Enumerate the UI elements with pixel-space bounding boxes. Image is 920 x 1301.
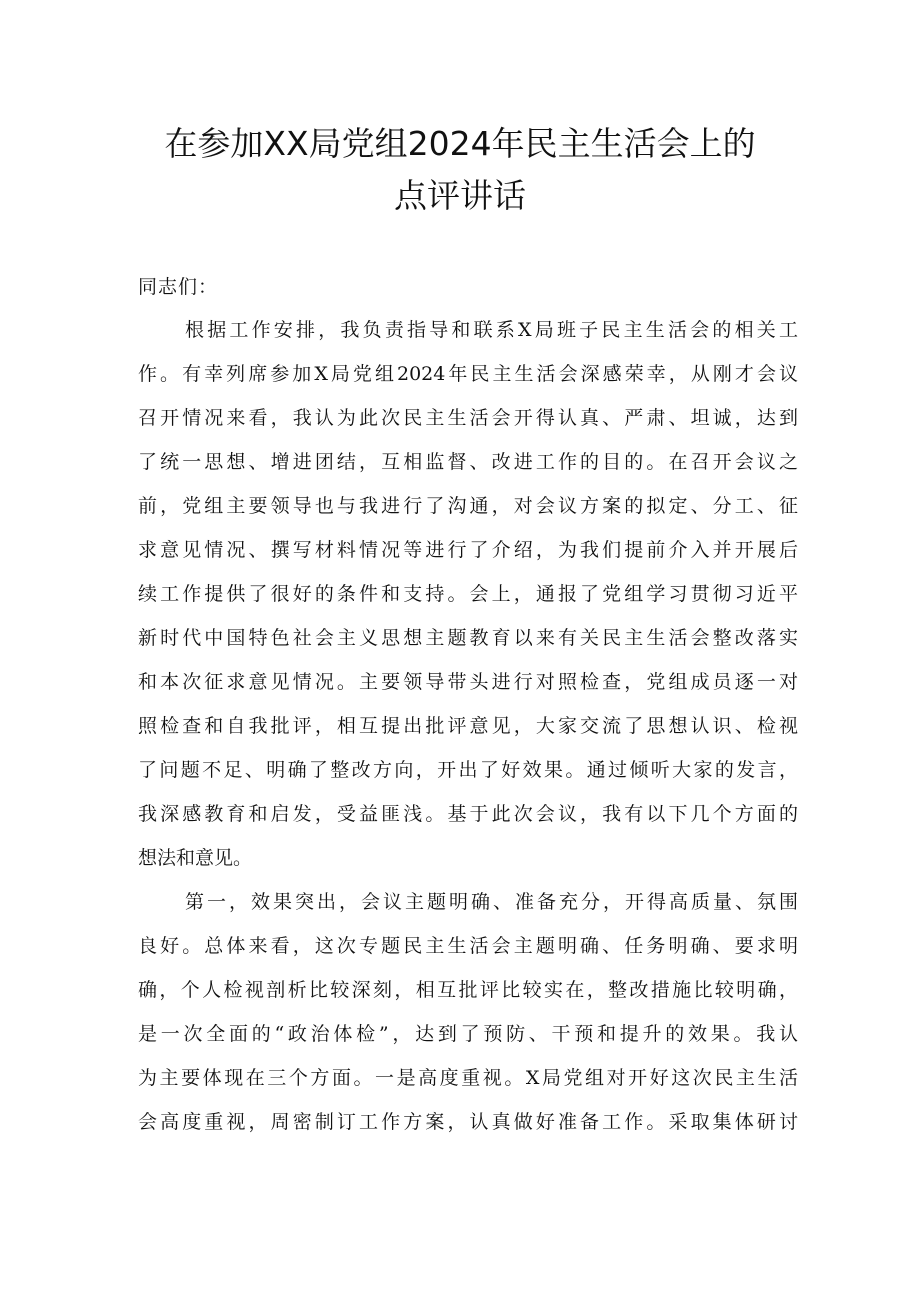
paragraph-line: 召开情况来看，我认为此次民主生活会开得认真、严肃、坦诚，达到	[138, 407, 798, 429]
paragraph-line: 续工作提供了很好的条件和支持。会上，通报了党组学习贯彻习近平	[138, 583, 798, 605]
paragraph-line: 照检查和自我批评，相互提出批评意见，大家交流了思想认识、检视	[138, 715, 798, 737]
paragraph-line: 良好。总体来看，这次专题民主生活会主题明确、任务明确、要求明	[138, 935, 798, 957]
paragraph-line: 了问题不足、明确了整改方向，开出了好效果。通过倾听大家的发言，	[138, 759, 798, 781]
paragraph-line: 求意见情况、撰写材料情况等进行了介绍，为我们提前介入并开展后	[138, 539, 798, 561]
paragraph-line: 前，党组主要领导也与我进行了沟通，对会议方案的拟定、分工、征	[138, 495, 798, 517]
paragraph-line: 了统一思想、增进团结，互相监督、改进工作的目的。在召开会议之	[138, 451, 798, 473]
document-title-line-2: 点评讲话	[394, 176, 526, 215]
paragraph-line: 和本次征求意见情况。主要领导带头进行对照检查，党组成员逐一对	[138, 671, 798, 693]
salutation: 同志们：	[138, 276, 219, 298]
paragraph-line: 作。有幸列席参加X局党组2024年民主生活会深感荣幸，从刚才会议	[138, 363, 798, 385]
paragraph-line: 确，个人检视剖析比较深刻，相互批评比较实在，整改措施比较明确，	[138, 979, 798, 1001]
document-title-line-1: 在参加XX局党组2024年民主生活会上的	[164, 124, 756, 163]
paragraph-line: 想法和意见。	[138, 847, 253, 869]
paragraph-line: 新时代中国特色社会主义思想主题教育以来有关民主生活会整改落实	[138, 627, 798, 649]
paragraph-line: 第一，效果突出，会议主题明确、准备充分，开得高质量、氛围	[185, 891, 798, 913]
paragraph-line: 根据工作安排，我负责指导和联系X局班子民主生活会的相关工	[185, 319, 798, 341]
paragraph-line: 为主要体现在三个方面。一是高度重视。X局党组对开好这次民主生活	[138, 1067, 798, 1089]
paragraph-line: 会高度重视，周密制订工作方案，认真做好准备工作。采取集体研讨	[138, 1111, 798, 1133]
paragraph-line: 是一次全面的“政治体检”，达到了预防、干预和提升的效果。我认	[138, 1023, 798, 1045]
paragraph-line: 我深感教育和启发，受益匪浅。基于此次会议，我有以下几个方面的	[138, 803, 798, 825]
